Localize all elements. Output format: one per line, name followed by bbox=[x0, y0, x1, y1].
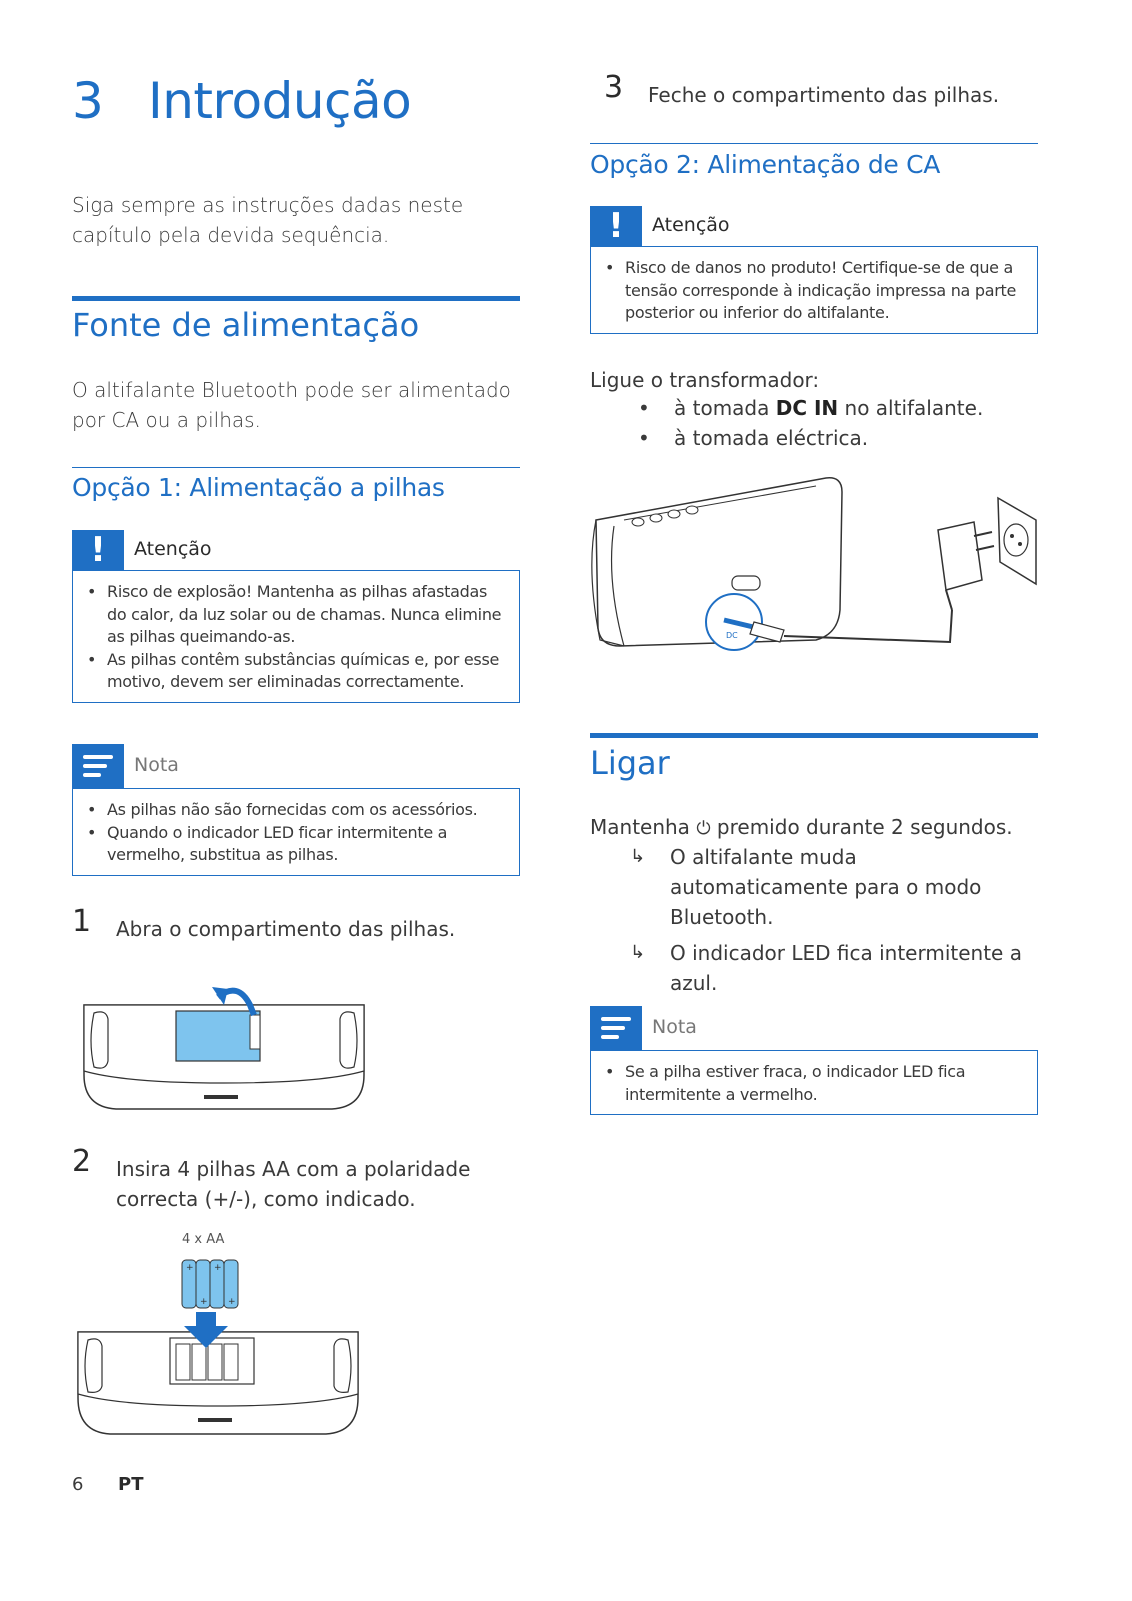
page-number: 6 bbox=[72, 1474, 84, 1495]
note-item: • Se a pilha estiver fraca, o indicador LED fica intermitente a vermelho. bbox=[605, 1061, 1027, 1106]
intro-text: Siga sempre as instruções dadas neste capítulo pela devida sequência. bbox=[72, 193, 464, 247]
chapter-name: Introdução bbox=[148, 72, 412, 130]
svg-text:+: + bbox=[228, 1297, 236, 1307]
step-number: 3 bbox=[604, 70, 624, 105]
step-text: Feche o compartimento das pilhas. bbox=[648, 83, 1000, 107]
warning-callout bbox=[72, 530, 520, 703]
result-list bbox=[630, 842, 1030, 1004]
power-on-heading: Ligar bbox=[590, 744, 670, 782]
step-number: 2 bbox=[72, 1144, 92, 1179]
power-on-text: Mantenha ⏻ premido durante 2 segundos. bbox=[590, 815, 1013, 839]
warning-label: Atenção bbox=[652, 214, 730, 236]
speaker-ac-adapter-illustration bbox=[590, 470, 1042, 670]
warning-box bbox=[72, 570, 520, 703]
result-item: ↳ O altifalante muda automaticamente para o modo Bluetooth. bbox=[630, 842, 1030, 932]
chapter-number: 3 bbox=[72, 72, 104, 130]
step-number: 1 bbox=[72, 904, 92, 939]
left-column bbox=[72, 0, 532, 1601]
note-header bbox=[72, 744, 520, 788]
battery-insert-illustration bbox=[72, 1252, 372, 1442]
note-label: Nota bbox=[652, 1016, 697, 1038]
note-item: • Quando o indicador LED ficar intermitente a vermelho, substitua as pilhas. bbox=[87, 822, 509, 867]
warning-header bbox=[72, 530, 520, 570]
connect-item: • à tomada eléctrica. bbox=[638, 423, 1038, 453]
subsection-rule bbox=[72, 467, 520, 468]
step-text: Insira 4 pilhas AA com a polaridade correcta (+/-), como indicado. bbox=[116, 1157, 471, 1211]
warning-item: • Risco de danos no produto! Certifique-se de que a tensão corresponde à indicação impressa na parte posterior ou inferior do altifalante. bbox=[605, 257, 1027, 325]
note-item: • As pilhas não são fornecidas com os acessórios. bbox=[87, 799, 509, 822]
language-code: PT bbox=[118, 1474, 144, 1495]
exclamation-icon: ! bbox=[590, 206, 642, 246]
note-icon bbox=[72, 744, 124, 788]
note-box bbox=[590, 1050, 1038, 1115]
power-text: O altifalante Bluetooth pode ser alimentado por CA ou a pilhas. bbox=[72, 378, 511, 432]
connect-intro: Ligue o transformador: bbox=[590, 368, 820, 392]
connect-item: • à tomada DC IN no altifalante. bbox=[638, 393, 1038, 423]
step-text: Abra o compartimento das pilhas. bbox=[116, 917, 456, 941]
option1-heading: Opção 1: Alimentação a pilhas bbox=[72, 473, 445, 502]
note-label: Nota bbox=[134, 754, 179, 776]
chapter-title bbox=[72, 72, 411, 130]
svg-text:+: + bbox=[200, 1297, 208, 1307]
warning-callout bbox=[590, 206, 1038, 334]
warning-header bbox=[590, 206, 1038, 246]
arrow-icon: ↳ bbox=[630, 942, 646, 963]
note-icon bbox=[590, 1006, 642, 1050]
warning-item: • As pilhas contêm substâncias químicas e, por esse motivo, devem ser eliminadas correctamente. bbox=[87, 649, 509, 694]
option2-heading: Opção 2: Alimentação de CA bbox=[590, 150, 941, 179]
battery-label: 4 x AA bbox=[182, 1232, 225, 1247]
section-rule bbox=[72, 296, 520, 301]
connect-list bbox=[638, 393, 1038, 453]
note-callout bbox=[590, 1006, 1038, 1115]
power-icon: ⏻ bbox=[696, 818, 711, 839]
note-header bbox=[590, 1006, 1038, 1050]
arrow-icon: ↳ bbox=[630, 846, 646, 867]
svg-text:+: + bbox=[186, 1263, 194, 1273]
warning-item: • Risco de explosão! Mantenha as pilhas afastadas do calor, da luz solar ou de chamas. Nunca elimine as pilhas queimando-as. bbox=[87, 581, 509, 649]
dc-label: DC bbox=[726, 631, 738, 640]
right-column bbox=[590, 0, 1064, 1601]
note-box bbox=[72, 788, 520, 876]
note-callout bbox=[72, 744, 520, 876]
svg-text:+: + bbox=[214, 1263, 222, 1273]
exclamation-icon: ! bbox=[72, 530, 124, 570]
warning-label: Atenção bbox=[134, 538, 212, 560]
warning-box bbox=[590, 246, 1038, 334]
result-item: ↳ O indicador LED fica intermitente a azul. bbox=[630, 938, 1030, 998]
speaker-open-compartment-illustration bbox=[78, 975, 370, 1115]
power-heading: Fonte de alimentação bbox=[72, 306, 420, 344]
subsection-rule bbox=[590, 143, 1038, 144]
section-rule bbox=[590, 733, 1038, 738]
